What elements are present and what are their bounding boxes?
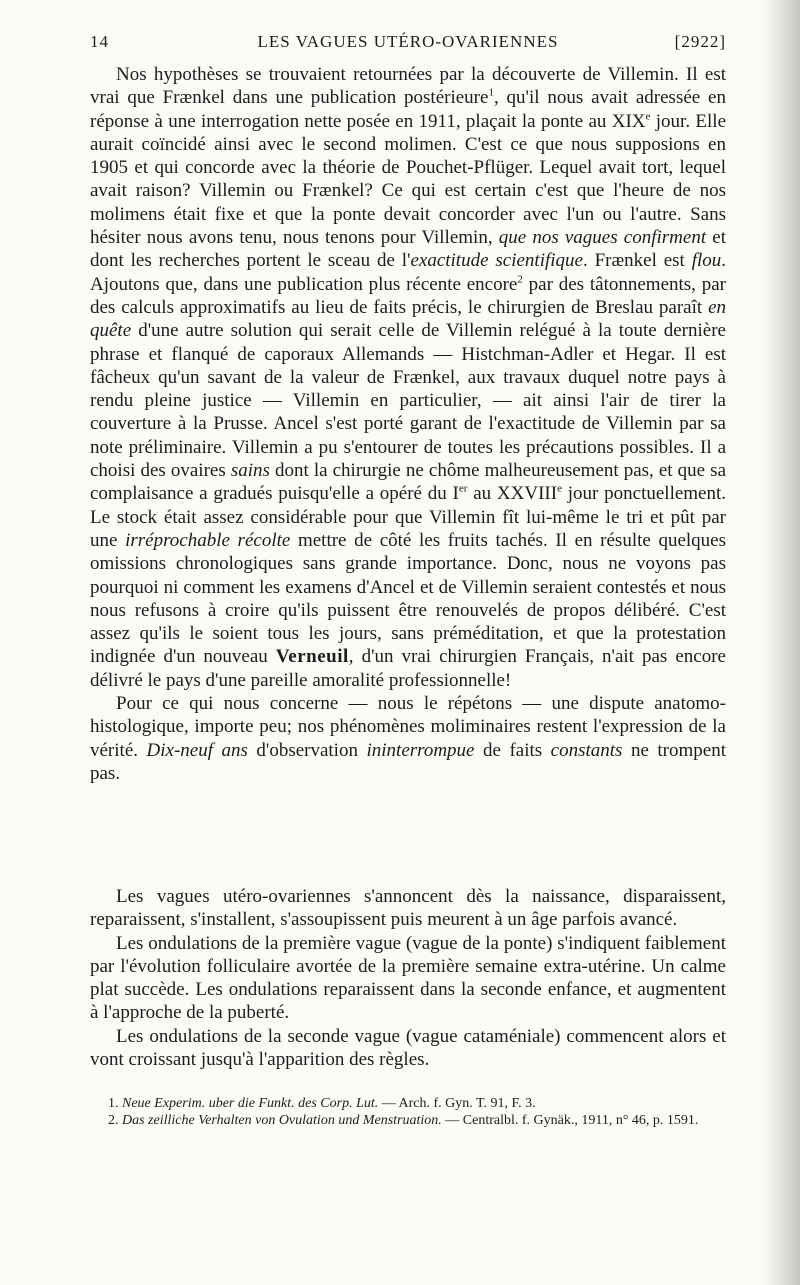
footnotes xyxy=(90,1095,726,1129)
footnote: 2. Das zeilliche Verhalten von Ovulation und Menstruation. — Centralbl. f. Gynäk., 1911, n° 46, p. 1591. xyxy=(108,1113,699,1128)
paragraph: Pour ce qui nous concerne — nous le répétons — une dispute anatomo-histologique, importe peu; nos phénomènes moliminaires restent l'expression de la vérité. Dix-neuf ans d'observation ininterrompue de faits constants ne trompent pas. xyxy=(90,693,726,784)
footnote-ref[interactable]: 2 xyxy=(517,273,523,286)
page-edge-shadow xyxy=(760,0,800,1285)
footnote-ref[interactable]: 1 xyxy=(488,86,494,99)
paragraph: Les vagues utéro-ovariennes s'annoncent dès la naissance, disparaissent, reparaissent, s'installent, s'assoupissent puis meurent à un âge parfois avancé. xyxy=(90,886,726,931)
running-title: LES VAGUES UTÉRO-OVARIENNES xyxy=(257,32,559,51)
paragraph: Nos hypothèses se trouvaient retournées par la découverte de Villemin. Il est vrai que Frænkel dans une publication postérieure$^1$, qu'il nous avait adressée en réponse à une interrogation nette posée en 1911, plaçait la ponte au XIXe jour. Elle aurait coïncidé ainsi avec le second molimen. C'est ce que nous supposions en 1905 et qui concorde avec la théorie de Pouchet-Pflüger. Lequel avait tort, lequel avait raison? Villemin ou Frænkel? Ce qui est certain c'est que l'heure de nos molimens était fixe et que la ponte devait concorder avec l'un ou l'autre. Sans hésiter nous avons tenu, nous tenons pour Villemin, que nos vagues confirment et dont les recherches portent le sceau de l'exactitude scientifique. Frænkel est flou. Ajoutons que, dans une publication plus récente encore$^2$ par des tâtonnements, par des calculs approximatifs au lieu de faits précis, le chirurgien de Breslau paraît en quête d'une autre solution qui serait celle de Villemin relégué à la toute dernière phrase et flanqué de caporaux Allemands — Histchman-Adler et Hegar. Il est fâcheux qu'un savant de la valeur de Frænkel, aux travaux duquel notre pays à rendu pleine justice — Villemin en particulier, — ait ainsi l'air de tirer la couverture à la Prusse. Ancel s'est porté garant de l'exactitude de Villemin par sa note préliminaire. Villemin a pu s'entourer de toutes les précautions possibles. Il a choisi des ovaires sains dont la chirurgie ne chôme malheureusement pas, et que sa complaisance a gradués puisqu'elle a opéré du Ier au XXVIIIe jour ponctuellement. Le stock était assez considérable pour que Villemin fît lui-même le tri et pût par une irréprochable récolte mettre de côté les fruits tachés. Il en résulte quelques omissions chronologiques sans grande importance. Donc, nous ne voyons pas pourquoi ni comment les examens d'Ancel et de Villemin seraient contestés et nous nous refusons à croire qu'ils puissent être renouvelés de propos délibéré. C'est assez qu'ils le soient tous les jours, sans préméditation, et que la protestation indignée d'un nouveau Verneuil, d'un vrai chirurgien Français, n'ait pas encore délivré le pays d'une pareille amoralité professionnelle! xyxy=(90,64,727,691)
page-number: 14 xyxy=(90,32,109,51)
paragraph: Les ondulations de la seconde vague (vague cataméniale) commencent alors et vont croissant jusqu'à l'apparition des règles. xyxy=(90,1025,726,1071)
section-text xyxy=(90,885,726,1071)
page-reference: [2922] xyxy=(674,32,726,51)
footnote: 1. Neue Experim. uber die Funkt. des Corp. Lut. — Arch. f. Gyn. T. 91, F. 3. xyxy=(108,1096,536,1111)
main-text xyxy=(90,63,726,785)
paragraph: Les ondulations de la première vague (vague de la ponte) s'indiquent faiblement par l'évolution folliculaire avortée de la première semaine extra-utérine. Un calme plat succède. Les ondulations reparaissent dans la seconde enfance, et augmentent à l'approche de la puberté. xyxy=(90,932,726,1024)
running-header xyxy=(90,32,726,60)
